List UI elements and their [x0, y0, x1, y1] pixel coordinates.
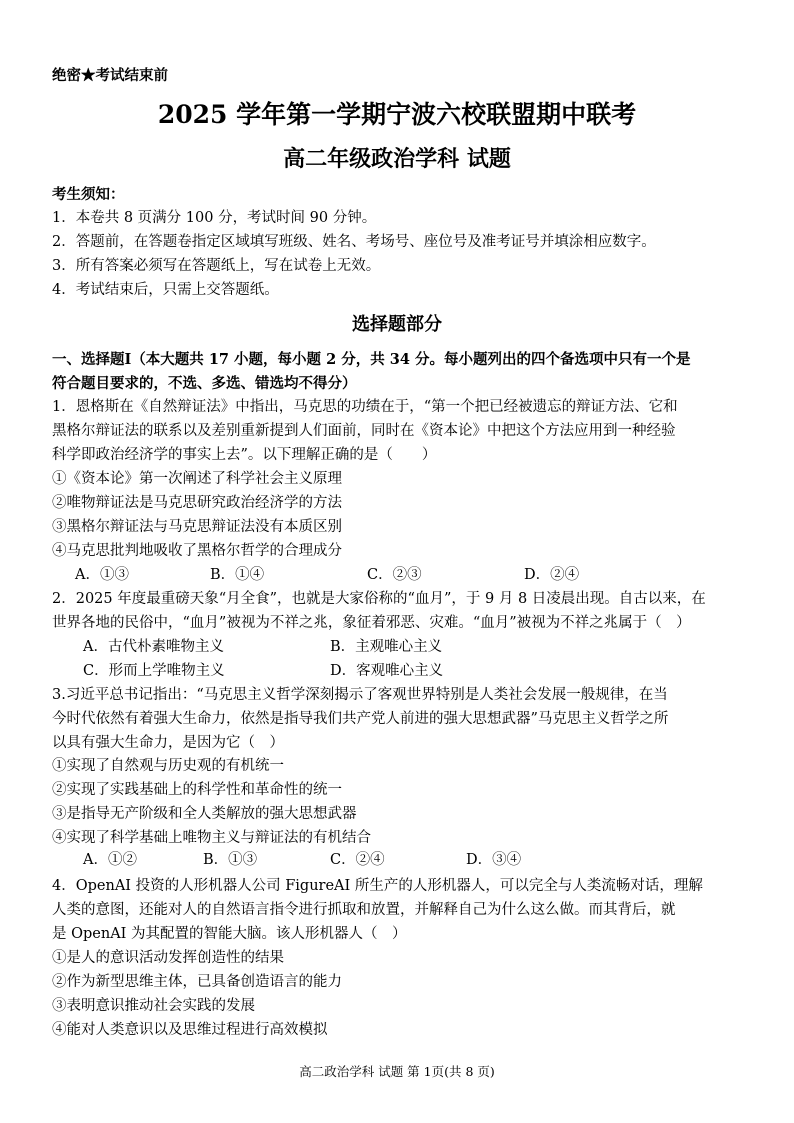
- q2-stem: 2．2025 年度最重磅天象“月全食”，也就是大家俗称的“血月”，于 9 月 8 日凌晨出现。自古以来，在: [52, 591, 706, 607]
- notice-item: 3．所有答案必须写在答题纸上，写在试卷上无效。: [52, 258, 381, 274]
- q3-option-b[interactable]: B．①③: [203, 852, 258, 868]
- q1-stem: 黑格尔辩证法的联系以及差别重新提到人们面前，同时在《资本论》中把这个方法应用到一种经验: [52, 423, 676, 439]
- q3-item: ④实现了科学基础上唯物主义与辩证法的有机结合: [52, 830, 371, 846]
- section-title: 选择题部分: [352, 314, 442, 335]
- q4-item: ③表明意识推动社会实践的发展: [52, 998, 255, 1014]
- part1-heading-cont: 符合题目要求的，不选、多选、错选均不得分）: [52, 375, 357, 392]
- exam-title: 2025 学年第一学期宁波六校联盟期中联考: [157, 100, 637, 129]
- notice-item: 1．本卷共 8 页满分 100 分，考试时间 90 分钟。: [52, 210, 377, 226]
- notice-heading: 考生须知：: [52, 186, 125, 203]
- notice-item: 2．答题前，在答题卷指定区域填写班级、姓名、考场号、座位号及准考证号并填涂相应数字。: [52, 234, 656, 250]
- q3-item: ①实现了自然观与历史观的有机统一: [52, 758, 284, 774]
- notice-item: 4．考试结束后，只需上交答题纸。: [52, 282, 279, 298]
- q3-option-a[interactable]: A．①②: [83, 852, 137, 868]
- q2-option-a[interactable]: A．古代朴素唯物主义: [83, 639, 224, 655]
- q1-item: ②唯物辩证法是马克思研究政治经济学的方法: [52, 495, 342, 511]
- q3-option-c[interactable]: C．②④: [330, 852, 385, 868]
- q1-item: ①《资本论》第一次阐述了科学社会主义原理: [52, 471, 342, 487]
- q1-option-c[interactable]: C．②③: [367, 567, 422, 583]
- q3-stem: 今时代依然有着强大生命力，依然是指导我们共产党人前进的强大思想武器”马克思主义哲学之所: [52, 711, 669, 727]
- q3-option-d[interactable]: D．③④: [466, 852, 522, 868]
- q3-item: ③是指导无产阶级和全人类解放的强大思想武器: [52, 806, 357, 822]
- q2-option-d[interactable]: D．客观唯心主义: [330, 663, 444, 679]
- exam-subtitle: 高二年级政治学科 试题: [283, 146, 511, 172]
- q4-stem: 人类的意图，还能对人的自然语言指令进行抓取和放置，并解释自己为什么这么做。而其背后，就: [52, 902, 676, 918]
- q1-item: ③黑格尔辩证法与马克思辩证法没有本质区别: [52, 519, 342, 535]
- q1-item: ④马克思批判地吸收了黑格尔哲学的合理成分: [52, 543, 342, 559]
- secret-label: 绝密★考试结束前: [52, 67, 168, 84]
- q4-item: ④能对人类意识以及思维过程进行高效模拟: [52, 1022, 328, 1038]
- q1-option-a[interactable]: A．①③: [75, 567, 129, 583]
- q1-stem: 科学即政治经济学的事实上去”。以下理解正确的是（ ）: [52, 447, 437, 463]
- q2-option-b[interactable]: B．主观唯心主义: [330, 639, 443, 655]
- q4-stem: 是 OpenAI 为其配置的智能大脑。该人形机器人（ ）: [52, 926, 407, 942]
- q3-stem: 3.习近平总书记指出：“马克思主义哲学深刻揭示了客观世界特别是人类社会发展一般规律，在当: [52, 687, 668, 703]
- part1-heading: 一、选择题Ⅰ（本大题共 17 小题，每小题 2 分，共 34 分。每小题列出的四个备选项中只有一个是: [52, 351, 691, 368]
- q1-option-d[interactable]: D．②④: [524, 567, 580, 583]
- q4-item: ①是人的意识活动发挥创造性的结果: [52, 950, 284, 966]
- q4-item: ②作为新型思维主体，已具备创造语言的能力: [52, 974, 342, 990]
- page-footer: 高二政治学科 试题 第 1页(共 8 页): [299, 1064, 495, 1079]
- q3-stem: 以具有强大生命力，是因为它（ ）: [52, 735, 284, 751]
- q3-item: ②实现了实践基础上的科学性和革命性的统一: [52, 782, 342, 798]
- q1-option-b[interactable]: B．①④: [210, 567, 265, 583]
- q4-stem: 4．OpenAI 投资的人形机器人公司 FigureAI 所生产的人形机器人，可以完全与人类流畅对话，理解: [52, 878, 703, 894]
- q1-stem: 1．恩格斯在《自然辩证法》中指出，马克思的功绩在于，“第一个把已经被遗忘的辩证方法、它和: [52, 399, 678, 415]
- q2-option-c[interactable]: C．形而上学唯物主义: [83, 663, 225, 679]
- q2-stem: 世界各地的民俗中，“血月”被视为不祥之兆，象征着邪恶、灾难。“血月”被视为不祥之兆属于（ ）: [52, 615, 691, 631]
